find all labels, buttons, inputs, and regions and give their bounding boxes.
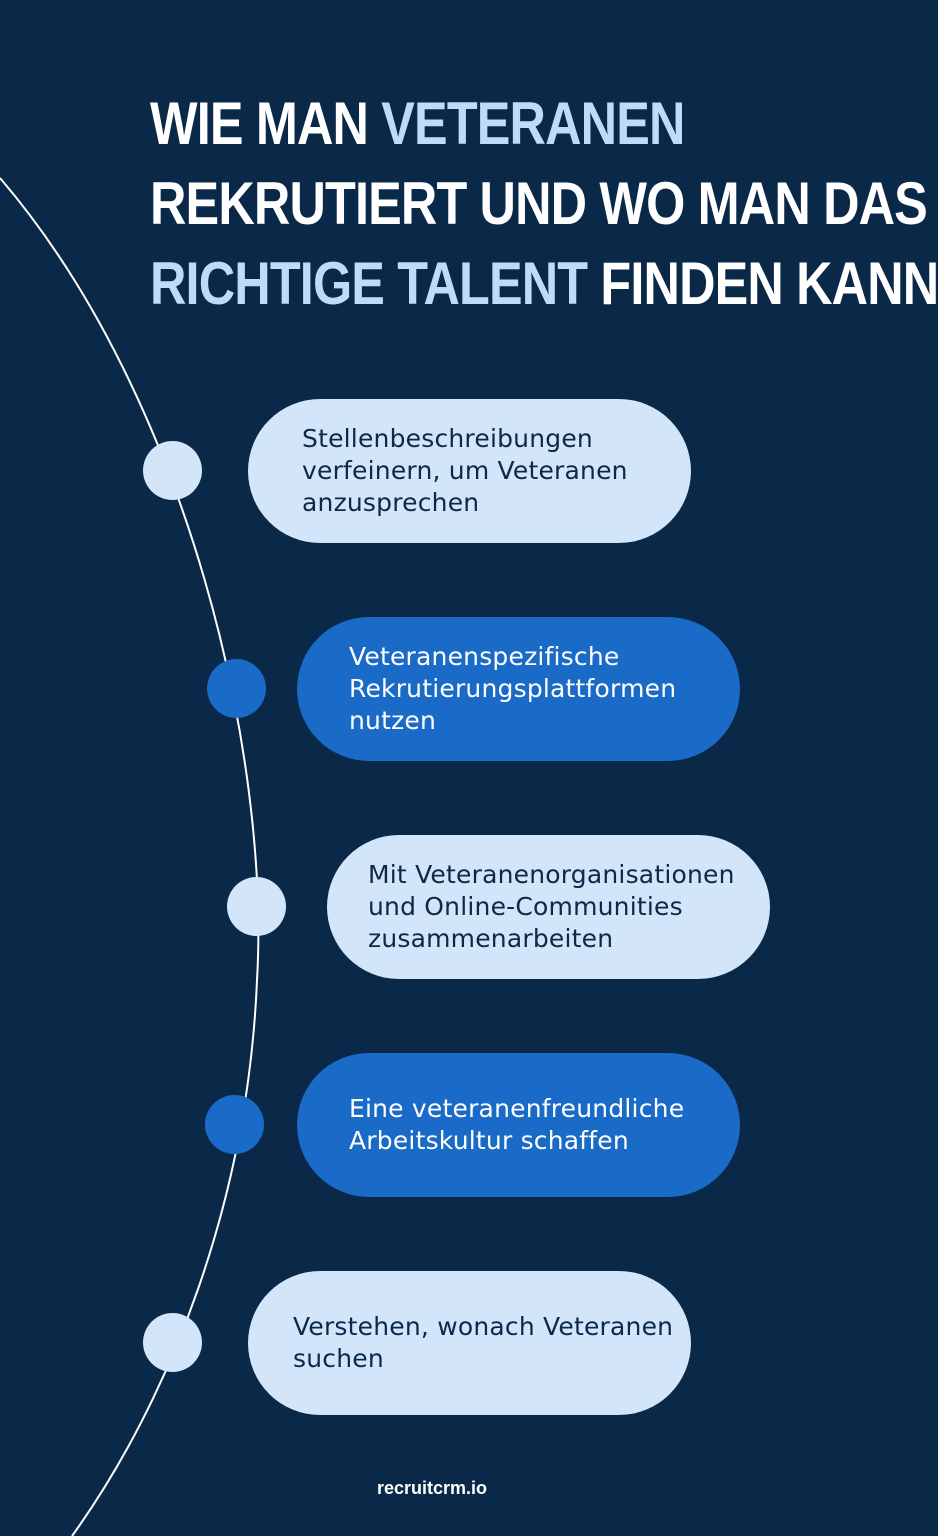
step-card-5 (248, 1271, 691, 1415)
step-card-4 (297, 1053, 740, 1197)
step-card-3 (327, 835, 770, 979)
step-text-4: Eine veteranenfreundliche Arbeitskultur schaffen (349, 1094, 685, 1155)
timeline-dot-4 (205, 1095, 264, 1154)
timeline-line (0, 178, 258, 1536)
timeline-dot-1 (143, 441, 202, 500)
step-text-5: Verstehen, wonach Veteranen suchen (293, 1312, 674, 1373)
timeline-dot-3 (227, 877, 286, 936)
step-text-2: Veteranenspezifische Rekrutierungsplattformen nutzen (349, 642, 677, 735)
title-highlight: RICHTIGE TALENT (150, 250, 588, 317)
title-segment: WIE MAN (150, 90, 382, 157)
step-card-1 (248, 399, 691, 543)
title-segment: FINDEN KANN (587, 250, 938, 317)
step-card-2 (297, 617, 740, 761)
timeline-dot-5 (143, 1313, 202, 1372)
timeline-dot-2 (207, 659, 266, 718)
title-highlight: VETERANEN (381, 90, 685, 157)
brand-footer[interactable]: recruitcrm.io (376, 1478, 488, 1498)
step-text-1: Stellenbeschreibungen verfeinern, um Veteranen anzusprechen (302, 424, 628, 517)
step-text-3: Mit Veteranenorganisationen und Online-Communities zusammenarbeiten (368, 860, 735, 953)
title-segment: REKRUTIERT UND WO MAN DAS (150, 170, 927, 237)
